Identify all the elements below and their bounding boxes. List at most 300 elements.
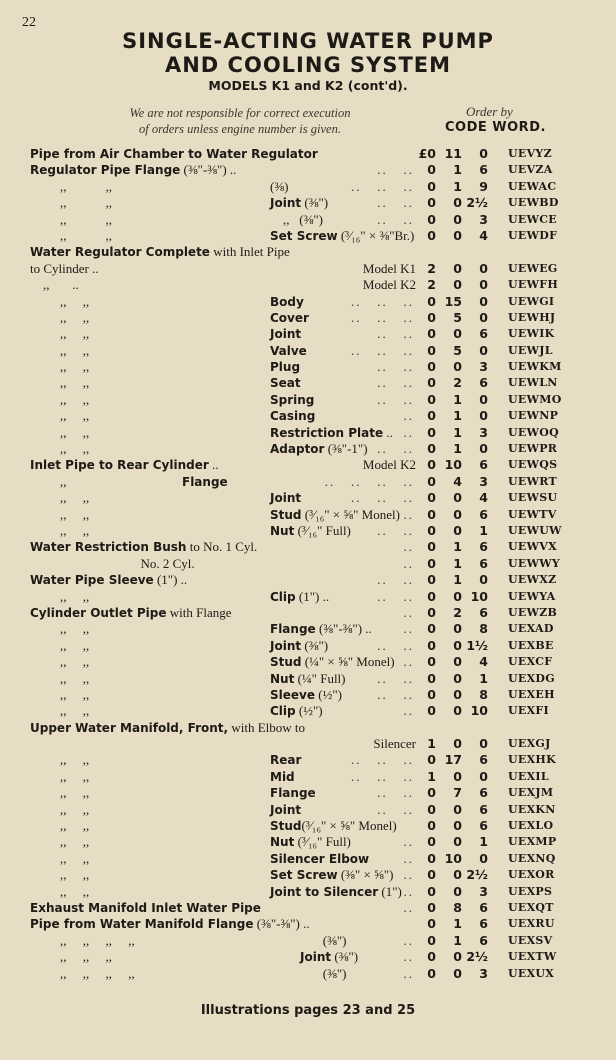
part-description xyxy=(30,752,416,768)
ditto-marks: ,, ,, xyxy=(60,408,90,424)
price-pence: 10 xyxy=(470,703,488,719)
part-row xyxy=(0,949,616,965)
part-price xyxy=(416,244,516,260)
ditto-marks: ,, ,, xyxy=(60,850,90,866)
ditto-marks: ,, ,, xyxy=(60,621,90,637)
price-pounds: 0 xyxy=(427,621,436,637)
price-pence: 0 xyxy=(479,441,488,457)
ditto-marks: ,, ,, xyxy=(60,785,90,801)
part-model-note: Model K2 xyxy=(362,277,416,293)
leader-dots: .. .. xyxy=(377,588,414,604)
price-pounds: 0 xyxy=(427,703,436,719)
part-description xyxy=(30,474,416,490)
part-description xyxy=(30,589,416,605)
leader-dots: .. .. xyxy=(377,375,414,391)
part-price xyxy=(416,966,516,982)
part-row xyxy=(0,523,616,539)
price-shillings: 10 xyxy=(444,457,462,473)
part-name: Exhaust Manifold Inlet Water Pipe xyxy=(30,900,261,915)
leader-dots: .. xyxy=(403,883,414,899)
part-description xyxy=(30,638,416,654)
price-pounds: 0 xyxy=(427,326,436,342)
part-row xyxy=(0,933,616,949)
part-price xyxy=(416,949,516,965)
ditto-marks: ,, ,, xyxy=(60,752,90,768)
part-description xyxy=(30,572,416,588)
ditto-marks: ,, ,, xyxy=(60,867,90,883)
price-pounds: 2 xyxy=(427,260,436,276)
part-code-word: UEXBE xyxy=(508,638,554,652)
price-pence: 6 xyxy=(479,916,488,932)
ditto-marks: ,, xyxy=(60,473,67,489)
part-description xyxy=(30,146,416,162)
part-description xyxy=(30,244,416,260)
part-price xyxy=(416,834,516,850)
part-row xyxy=(0,359,616,375)
price-pounds: 0 xyxy=(427,654,436,670)
part-row xyxy=(0,605,616,621)
part-code-word: UEXJM xyxy=(508,786,554,800)
part-name: Restriction Plate xyxy=(270,425,384,440)
price-shillings: 15 xyxy=(444,293,462,309)
part-description xyxy=(30,736,416,752)
part-row xyxy=(0,769,616,785)
part-description xyxy=(30,720,416,736)
part-price xyxy=(416,572,516,588)
part-price xyxy=(416,916,516,932)
ditto-marks: ,, ,, xyxy=(60,227,112,243)
part-code-word: UEWJL xyxy=(508,343,553,357)
part-code-word: UEWWY xyxy=(508,556,561,570)
ditto-marks: ,, ,, xyxy=(60,424,90,440)
price-shillings: 5 xyxy=(453,342,462,358)
part-price xyxy=(416,228,516,244)
part-detail: (½") xyxy=(315,686,342,702)
part-code-word: UEXCF xyxy=(508,655,553,669)
leader-dots: .. .. .. xyxy=(351,178,414,194)
price-shillings: 17 xyxy=(444,752,462,768)
part-row xyxy=(0,785,616,801)
part-price xyxy=(416,605,516,621)
part-price xyxy=(416,769,516,785)
ditto-marks: ,, ,, xyxy=(60,522,90,538)
part-detail: (⅜"-1") xyxy=(324,441,368,457)
price-pence: 6 xyxy=(479,326,488,342)
part-code-word: UEWDF xyxy=(508,228,558,242)
part-price xyxy=(416,474,516,490)
price-pounds: 0 xyxy=(427,752,436,768)
price-pounds: 0 xyxy=(427,867,436,883)
part-description xyxy=(30,769,416,785)
leader-dots: .. xyxy=(403,424,414,440)
price-pence: 0 xyxy=(479,408,488,424)
part-code-word: UEWAC xyxy=(508,179,557,193)
part-description xyxy=(30,228,416,244)
ditto-marks: ,, ,, xyxy=(60,637,90,653)
part-row xyxy=(0,244,616,260)
part-detail: (½") xyxy=(295,703,323,719)
price-pence: 6 xyxy=(479,932,488,948)
part-price xyxy=(416,359,516,375)
price-shillings: 5 xyxy=(453,309,462,325)
part-name: Cover xyxy=(270,310,309,325)
part-code-word: UEXLO xyxy=(508,819,554,833)
price-pence: 1 xyxy=(479,522,488,538)
part-price xyxy=(416,457,516,473)
price-pence: 9 xyxy=(479,178,488,194)
part-name: Silencer Elbow xyxy=(270,851,370,866)
ditto-marks: ,, ,, xyxy=(60,195,112,211)
part-model-note: Silencer xyxy=(373,736,416,752)
part-description xyxy=(30,671,416,687)
part-price xyxy=(416,818,516,834)
part-code-word: UEWIK xyxy=(508,327,555,341)
ditto-marks: ,, ,, xyxy=(60,309,90,325)
part-name: Mid xyxy=(270,769,295,784)
part-description xyxy=(30,326,416,342)
ditto-marks: ,, ,, ,, ,, xyxy=(60,965,135,981)
leader-dots: .. xyxy=(403,604,414,620)
part-detail: to Cylinder .. xyxy=(30,260,99,276)
leader-dots: .. .. xyxy=(377,441,414,457)
part-code-word: UEWEG xyxy=(508,261,558,275)
part-row xyxy=(0,851,616,867)
price-pounds: 0 xyxy=(427,965,436,981)
part-price xyxy=(416,736,516,752)
price-pounds: 0 xyxy=(427,473,436,489)
part-name: Joint xyxy=(270,491,302,506)
price-pence: 0 xyxy=(479,309,488,325)
leader-dots: .. .. xyxy=(377,801,414,817)
order-by-label: Order by xyxy=(466,104,513,119)
ditto-marks: ,, ,, xyxy=(60,293,90,309)
price-pounds: 0 xyxy=(427,309,436,325)
part-description xyxy=(30,507,416,523)
price-shillings: 8 xyxy=(453,899,462,915)
part-row xyxy=(0,294,616,310)
part-code-word: UEWYA xyxy=(508,589,556,603)
part-name: Nut xyxy=(270,523,295,538)
price-pence: 4 xyxy=(479,490,488,506)
price-pence: 3 xyxy=(479,883,488,899)
price-shillings: 0 xyxy=(453,736,462,752)
price-pence: 2½ xyxy=(466,949,488,965)
ditto-marks: ,, ,, xyxy=(60,588,90,604)
price-pounds: 0 xyxy=(427,162,436,178)
price-shillings: 0 xyxy=(453,818,462,834)
leader-dots: .. .. xyxy=(377,572,414,588)
price-pounds: 0 xyxy=(427,883,436,899)
price-shillings: 0 xyxy=(453,359,462,375)
part-row xyxy=(0,638,616,654)
ditto-marks: ,, ,, xyxy=(60,178,112,194)
part-row xyxy=(0,539,616,555)
part-price xyxy=(416,589,516,605)
price-pence: 4 xyxy=(479,654,488,670)
part-model-note: Model K1 xyxy=(362,260,416,276)
ditto-marks: ,, ,, xyxy=(60,506,90,522)
part-row xyxy=(0,818,616,834)
part-detail: (⅜" × ⅝") xyxy=(337,867,394,883)
parts-list xyxy=(0,146,616,982)
price-pence: 6 xyxy=(479,752,488,768)
part-code-word: UEWNP xyxy=(508,409,559,423)
part-description xyxy=(30,851,416,867)
ditto-marks: ,, ,, xyxy=(60,391,90,407)
part-row xyxy=(0,277,616,293)
price-pence: 0 xyxy=(479,342,488,358)
price-pence: 6 xyxy=(479,801,488,817)
leader-dots: .. xyxy=(403,932,414,948)
price-pounds: 0 xyxy=(427,588,436,604)
price-shillings: 0 xyxy=(453,637,462,653)
part-detail: (³⁄₁₆" × ⅝" Monel) xyxy=(301,818,397,834)
part-detail: (⅜") xyxy=(301,637,329,653)
part-price xyxy=(416,671,516,687)
ditto-marks: ,, ,, ,, xyxy=(60,949,112,965)
models-subtitle: MODELS K1 and K2 (cont'd). xyxy=(208,78,408,93)
part-row xyxy=(0,703,616,719)
price-pence: 0 xyxy=(479,277,488,293)
part-row xyxy=(0,261,616,277)
part-detail: (¼" Full) xyxy=(294,670,346,686)
part-code-word: UEWRT xyxy=(508,474,557,488)
price-pence: 6 xyxy=(479,818,488,834)
price-shillings: 1 xyxy=(453,916,462,932)
part-code-word: UEWCE xyxy=(508,212,557,226)
leader-dots: .. xyxy=(403,506,414,522)
price-pounds: 0 xyxy=(427,604,436,620)
part-row xyxy=(0,900,616,916)
part-description xyxy=(30,375,416,391)
price-shillings: 2 xyxy=(453,604,462,620)
part-detail: (⅜") xyxy=(300,965,347,981)
part-name: Joint xyxy=(270,638,302,653)
part-price xyxy=(416,212,516,228)
part-price xyxy=(416,441,516,457)
price-pounds: 0 xyxy=(427,539,436,555)
part-price xyxy=(416,294,516,310)
price-pence: 3 xyxy=(479,359,488,375)
part-row xyxy=(0,179,616,195)
part-name: Set Screw xyxy=(270,868,338,883)
part-price xyxy=(416,195,516,211)
part-price xyxy=(416,867,516,883)
part-price xyxy=(416,408,516,424)
part-name: Flange xyxy=(270,786,316,801)
price-pence: 6 xyxy=(479,539,488,555)
part-description xyxy=(30,162,416,178)
price-shillings: 1 xyxy=(453,555,462,571)
price-pounds: 1 xyxy=(427,768,436,784)
price-shillings: 1 xyxy=(453,572,462,588)
part-detail: with Flange xyxy=(166,604,232,620)
price-pence: 4 xyxy=(479,227,488,243)
part-price xyxy=(416,703,516,719)
price-shillings: 4 xyxy=(453,473,462,489)
price-pounds: 0 xyxy=(427,785,436,801)
price-pence: 3 xyxy=(479,473,488,489)
price-shillings: 0 xyxy=(453,588,462,604)
part-code-word: UEWXZ xyxy=(508,573,557,587)
part-detail: .. xyxy=(208,457,219,473)
part-row xyxy=(0,654,616,670)
price-shillings: 10 xyxy=(444,850,462,866)
part-name: Cylinder Outlet Pipe xyxy=(30,605,167,620)
part-description xyxy=(30,867,416,883)
price-pence: 6 xyxy=(479,162,488,178)
part-code-word: UEWMO xyxy=(508,392,562,406)
price-pounds: 0 xyxy=(427,211,436,227)
price-pounds: 0 xyxy=(427,555,436,571)
part-code-word: UEXAD xyxy=(508,622,554,636)
price-pence: 0 xyxy=(479,293,488,309)
part-detail: (⅜") xyxy=(331,949,359,965)
price-pence: 3 xyxy=(479,424,488,440)
part-name: Flange xyxy=(270,622,316,637)
price-shillings: 0 xyxy=(453,621,462,637)
leader-dots: .. xyxy=(403,654,414,670)
part-price xyxy=(416,261,516,277)
price-pence: 3 xyxy=(479,965,488,981)
part-code-word: UEWLN xyxy=(508,376,558,390)
price-pence: 6 xyxy=(479,785,488,801)
part-code-word: UEWSU xyxy=(508,491,558,505)
part-name: Joint to Silencer xyxy=(270,884,379,899)
part-code-word: UEXMP xyxy=(508,835,557,849)
price-pence: 0 xyxy=(479,736,488,752)
ditto-marks: ,, ,, xyxy=(60,686,90,702)
part-detail: (⅜") xyxy=(301,195,329,211)
ditto-marks: ,, ,, xyxy=(60,801,90,817)
part-name: Pipe from Air Chamber to Water Regulator xyxy=(30,147,318,161)
leader-dots: .. .. xyxy=(377,162,414,178)
price-pence: 6 xyxy=(479,506,488,522)
price-shillings: 0 xyxy=(453,227,462,243)
part-code-word: UEXPS xyxy=(508,884,553,898)
part-name: Adaptor xyxy=(270,442,325,457)
price-pence: 6 xyxy=(479,375,488,391)
part-description xyxy=(30,539,416,555)
part-detail: ,, .. xyxy=(30,277,79,293)
leader-dots: .. xyxy=(403,834,414,850)
part-row xyxy=(0,326,616,342)
price-pounds: £0 xyxy=(418,146,436,161)
part-price xyxy=(416,687,516,703)
part-row xyxy=(0,752,616,768)
part-name: Rear xyxy=(270,753,302,768)
part-description xyxy=(30,343,416,359)
price-shillings: 0 xyxy=(453,703,462,719)
part-description xyxy=(30,916,416,932)
part-row xyxy=(0,687,616,703)
part-detail: with Elbow to xyxy=(228,719,305,735)
part-row xyxy=(0,621,616,637)
part-code-word: UEVZA xyxy=(508,163,553,177)
part-code-word: UEWVX xyxy=(508,540,557,554)
ditto-marks: ,, ,, xyxy=(60,342,90,358)
price-pounds: 0 xyxy=(427,670,436,686)
part-description xyxy=(30,294,416,310)
part-code-word: UEXTW xyxy=(508,950,557,964)
part-price xyxy=(416,146,516,162)
price-pounds: 0 xyxy=(427,342,436,358)
price-shillings: 0 xyxy=(453,834,462,850)
part-code-word: UEWPR xyxy=(508,442,558,456)
part-name: Inlet Pipe to Rear Cylinder xyxy=(30,458,209,473)
part-row xyxy=(0,507,616,523)
part-detail: (⅜") xyxy=(300,932,347,948)
price-pence: 6 xyxy=(479,899,488,915)
part-description xyxy=(30,195,416,211)
price-shillings: 0 xyxy=(453,965,462,981)
part-row xyxy=(0,589,616,605)
part-detail: (⅜"-⅜") .. xyxy=(180,162,237,178)
part-name: Joint xyxy=(270,327,302,342)
leader-dots: .. .. xyxy=(377,211,414,227)
part-description xyxy=(30,802,416,818)
part-description xyxy=(30,900,416,916)
price-pence: 0 xyxy=(479,260,488,276)
part-description xyxy=(30,818,416,834)
price-pounds: 0 xyxy=(427,359,436,375)
leader-dots: .. xyxy=(403,949,414,965)
part-name: Water Pipe Sleeve xyxy=(30,573,154,588)
leader-dots: .. .. .. .. xyxy=(324,473,414,489)
part-code-word: UEXRU xyxy=(508,917,555,931)
part-price xyxy=(416,490,516,506)
leader-dots: .. .. xyxy=(377,686,414,702)
part-row xyxy=(0,671,616,687)
part-name: Spring xyxy=(270,392,315,407)
code-word-header: CODE WORD. xyxy=(445,120,546,135)
leader-dots: .. xyxy=(403,621,414,637)
price-pence: 1 xyxy=(479,834,488,850)
leader-dots: .. .. .. xyxy=(351,342,414,358)
price-pounds: 0 xyxy=(427,818,436,834)
price-pence: 6 xyxy=(479,604,488,620)
price-pounds: 0 xyxy=(427,375,436,391)
part-code-word: UEWUW xyxy=(508,523,562,537)
leader-dots: .. xyxy=(403,965,414,981)
part-code-word: UEWQS xyxy=(508,458,558,472)
part-code-word: UEVYZ xyxy=(508,147,552,160)
part-name: Stud xyxy=(270,655,302,670)
leader-dots: .. xyxy=(403,408,414,424)
price-shillings: 0 xyxy=(453,686,462,702)
price-pounds: 0 xyxy=(427,522,436,538)
part-code-word: UEWZB xyxy=(508,605,558,619)
part-price xyxy=(416,900,516,916)
price-shillings: 0 xyxy=(453,326,462,342)
part-price xyxy=(416,507,516,523)
price-shillings: 0 xyxy=(453,768,462,784)
part-detail: (1") .. xyxy=(153,572,188,588)
ditto-marks: ,, ,, xyxy=(60,670,90,686)
part-price xyxy=(416,539,516,555)
part-row xyxy=(0,556,616,572)
part-detail: .. xyxy=(383,424,393,440)
part-detail: No. 2 Cyl. xyxy=(30,555,195,571)
part-price xyxy=(416,277,516,293)
part-detail: (³⁄₁₆" Full) xyxy=(294,522,351,538)
leader-dots: .. .. xyxy=(377,522,414,538)
part-price xyxy=(416,326,516,342)
part-detail: to No. 1 Cyl. xyxy=(186,539,258,555)
ditto-marks: ,, ,, ,, ,, xyxy=(60,932,135,948)
price-shillings: 1 xyxy=(453,162,462,178)
price-pence: 6 xyxy=(479,555,488,571)
